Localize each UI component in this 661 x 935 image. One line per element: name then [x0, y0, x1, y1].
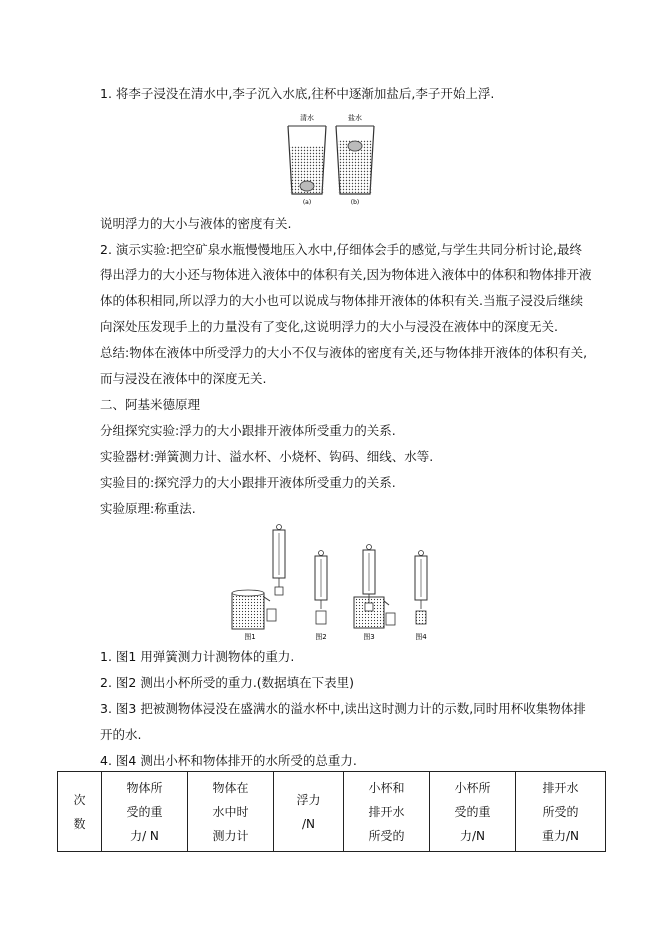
header-scale-reading: 物体在 水中时 测力计 — [188, 772, 274, 852]
header-count: 次 数 — [58, 772, 102, 852]
paragraph-principle: 实验原理:称重法. — [100, 501, 196, 516]
header-cup-and-water: 小杯和 排开水 所受的 — [344, 772, 430, 852]
paragraph-summary-1: 总结:物体在液体中所受浮力的大小不仅与液体的密度有关,还与物体排开液体的体积有关, — [100, 345, 588, 360]
label-salt-water: 盐水 — [348, 114, 362, 122]
caption-fig2: 图2 — [315, 633, 327, 641]
plum-float — [348, 141, 362, 151]
spring-scale-4 — [415, 551, 427, 625]
caption-fig4: 图4 — [415, 633, 427, 641]
paragraph-purpose: 实验目的:探究浮力的大小跟排开液体所受重力的关系. — [100, 475, 396, 490]
paragraph-group-experiment: 分组探究实验:浮力的大小跟排开液体所受重力的关系. — [100, 423, 396, 438]
paragraph-demo-2: 得出浮力的大小还与物体进入液体中的体积有关,因为物体进入液体中的体积和物体排开液 — [100, 267, 592, 282]
paragraph-demo-3: 体的体积相同,所以浮力的大小也可以说成与物体排开液体的体积有关.当瓶子浸没后继续 — [100, 293, 583, 308]
beaker-a — [288, 126, 326, 194]
step-2: 2. 图2 测出小杯所受的重力.(数据填在下表里) — [100, 675, 355, 690]
beaker-b — [336, 126, 374, 194]
spring-scale-1 — [273, 525, 285, 596]
paragraph-demo-4: 向深处压发现手上的力量没有了变化,这说明浮力的大小与浸没在液体中的深度无关. — [100, 319, 558, 334]
caption-a: (a) — [302, 199, 312, 206]
header-cup-weight: 小杯所 受的重 力/N — [430, 772, 516, 852]
spring-scale-figure — [226, 523, 436, 641]
header-buoyancy: 浮力 /N — [274, 772, 344, 852]
spring-scale-3 — [354, 545, 395, 629]
table-header-row — [58, 772, 606, 852]
caption-fig3: 图3 — [363, 633, 375, 641]
caption-fig1: 图1 — [244, 633, 256, 641]
header-displaced-water-weight: 排开水 所受的 重力/N — [516, 772, 606, 852]
overflow-cup-fig1 — [232, 590, 276, 629]
paragraph-demo-1: 2. 演示实验:把空矿泉水瓶慢慢地压入水中,仔细体会手的感觉,与学生共同分析讨论,最终 — [100, 242, 583, 257]
paragraph-summary-2: 而与浸没在液体中的深度无关. — [100, 371, 267, 386]
paragraph-plum-experiment: 1. 将李子浸没在清水中,李子沉入水底,往杯中逐渐加盐后,李子开始上浮. — [100, 86, 495, 101]
paragraph-density-conclusion: 说明浮力的大小与液体的密度有关. — [100, 216, 292, 231]
caption-b: (b) — [350, 199, 360, 206]
spring-scale-2 — [315, 551, 327, 625]
paragraph-equipment: 实验器材:弹簧测力计、溢水杯、小烧杯、钩码、细线、水等. — [100, 449, 434, 464]
plum-sunk — [300, 181, 314, 191]
header-object-weight: 物体所 受的重 力/ N — [102, 772, 188, 852]
step-3-line1: 3. 图3 把被测物体浸没在盛满水的溢水杯中,读出这时测力计的示数,同时用杯收集物体排 — [100, 701, 586, 716]
step-1: 1. 图1 用弹簧测力计测物体的重力. — [100, 649, 295, 664]
step-3-line2: 开的水. — [100, 727, 142, 742]
label-fresh-water: 清水 — [300, 114, 314, 122]
results-table — [57, 771, 606, 852]
beaker-figure — [282, 110, 380, 208]
step-4: 4. 图4 测出小杯和物体排开的水所受的总重力. — [100, 753, 357, 768]
section-heading: 二、阿基米德原理 — [100, 397, 201, 412]
